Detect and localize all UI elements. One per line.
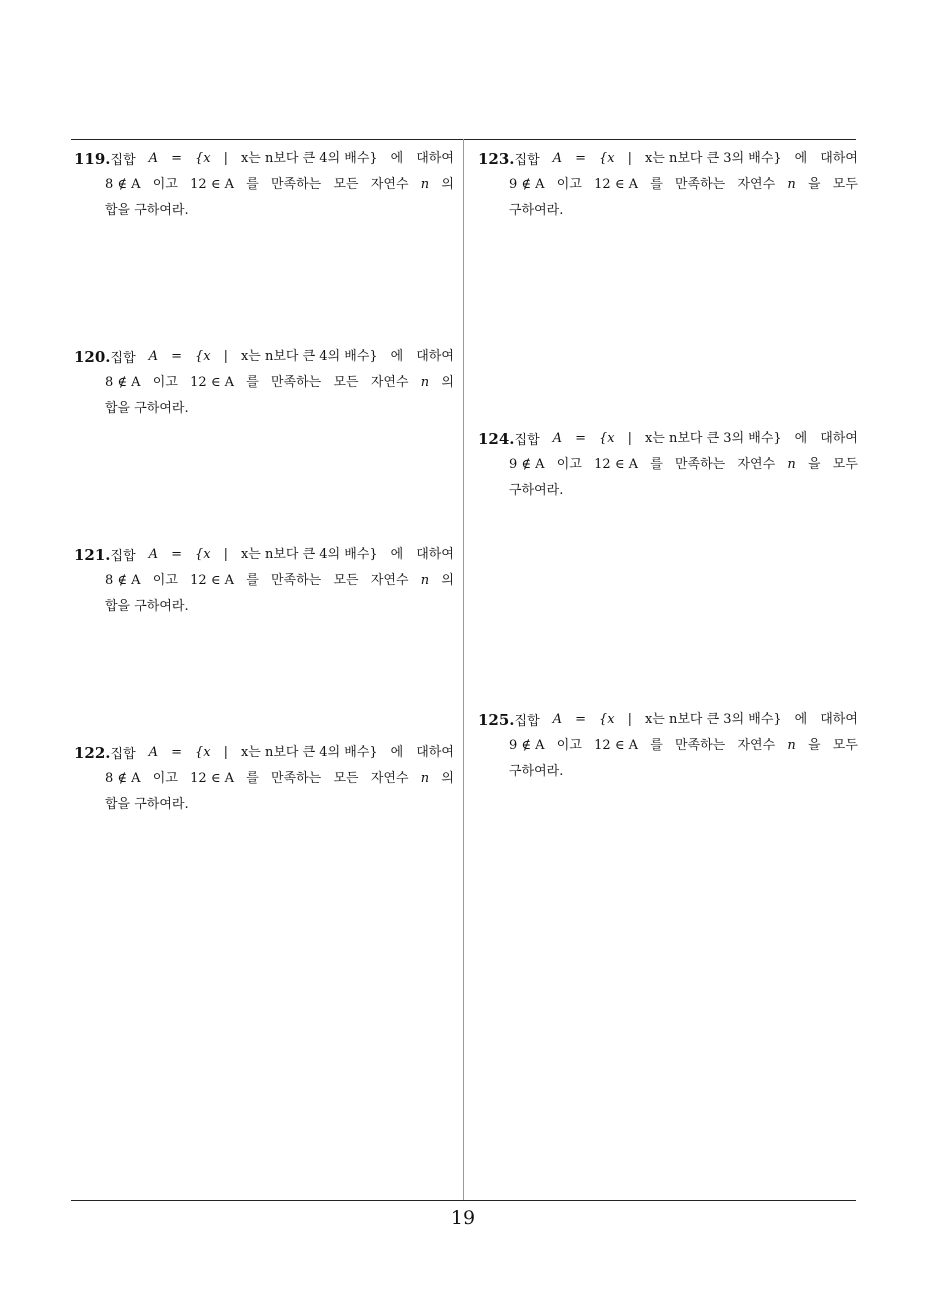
problem-number: 123. [478, 150, 515, 168]
problem-line-2: 9 ∉ A 이고 12 ∈ A 를 만족하는 자연수 n 을 모두 [509, 457, 858, 472]
problem-number: 119. [74, 150, 111, 168]
page-number: 19 [450, 1207, 476, 1229]
problem-line-1: 122.집합 A = {x | x는 n보다 큰 4의 배수} 에 대하여 [74, 744, 454, 762]
column-divider [463, 139, 464, 1200]
problem-number: 124. [478, 430, 515, 448]
problem-line-1: 120.집합 A = {x | x는 n보다 큰 4의 배수} 에 대하여 [74, 348, 454, 366]
problem-119 [74, 146, 454, 224]
problem-line-3: 합을 구하여라. [105, 401, 189, 416]
problem-line-1: 125.집합 A = {x | x는 n보다 큰 3의 배수} 에 대하여 [478, 711, 858, 729]
problem-line-3: 합을 구하여라. [105, 797, 189, 812]
problem-121 [74, 542, 454, 620]
problem-120 [74, 344, 454, 422]
problem-125 [478, 707, 858, 785]
problem-line-3: 구하여라. [509, 203, 564, 218]
problem-line-2: 8 ∉ A 이고 12 ∈ A 를 만족하는 모든 자연수 n 의 [105, 375, 454, 390]
problem-number: 120. [74, 348, 111, 366]
problem-123 [478, 146, 858, 224]
problem-line-3: 구하여라. [509, 764, 564, 779]
problem-line-3: 구하여라. [509, 483, 564, 498]
problem-number: 125. [478, 711, 515, 729]
problem-number: 122. [74, 744, 111, 762]
problem-line-2: 8 ∉ A 이고 12 ∈ A 를 만족하는 모든 자연수 n 의 [105, 177, 454, 192]
problem-122 [74, 740, 454, 818]
problem-line-1: 123.집합 A = {x | x는 n보다 큰 3의 배수} 에 대하여 [478, 150, 858, 168]
problem-line-3: 합을 구하여라. [105, 203, 189, 218]
problem-line-2: 8 ∉ A 이고 12 ∈ A 를 만족하는 모든 자연수 n 의 [105, 573, 454, 588]
problem-number: 121. [74, 546, 111, 564]
problem-line-3: 합을 구하여라. [105, 599, 189, 614]
problem-line-1: 124.집합 A = {x | x는 n보다 큰 3의 배수} 에 대하여 [478, 430, 858, 448]
problem-124 [478, 426, 858, 504]
problem-line-1: 121.집합 A = {x | x는 n보다 큰 4의 배수} 에 대하여 [74, 546, 454, 564]
problem-line-1: 119.집합 A = {x | x는 n보다 큰 4의 배수} 에 대하여 [74, 150, 454, 168]
problem-line-2: 9 ∉ A 이고 12 ∈ A 를 만족하는 자연수 n 을 모두 [509, 738, 858, 753]
problem-line-2: 9 ∉ A 이고 12 ∈ A 를 만족하는 자연수 n 을 모두 [509, 177, 858, 192]
bottom-rule [71, 1200, 856, 1201]
problem-line-2: 8 ∉ A 이고 12 ∈ A 를 만족하는 모든 자연수 n 의 [105, 771, 454, 786]
